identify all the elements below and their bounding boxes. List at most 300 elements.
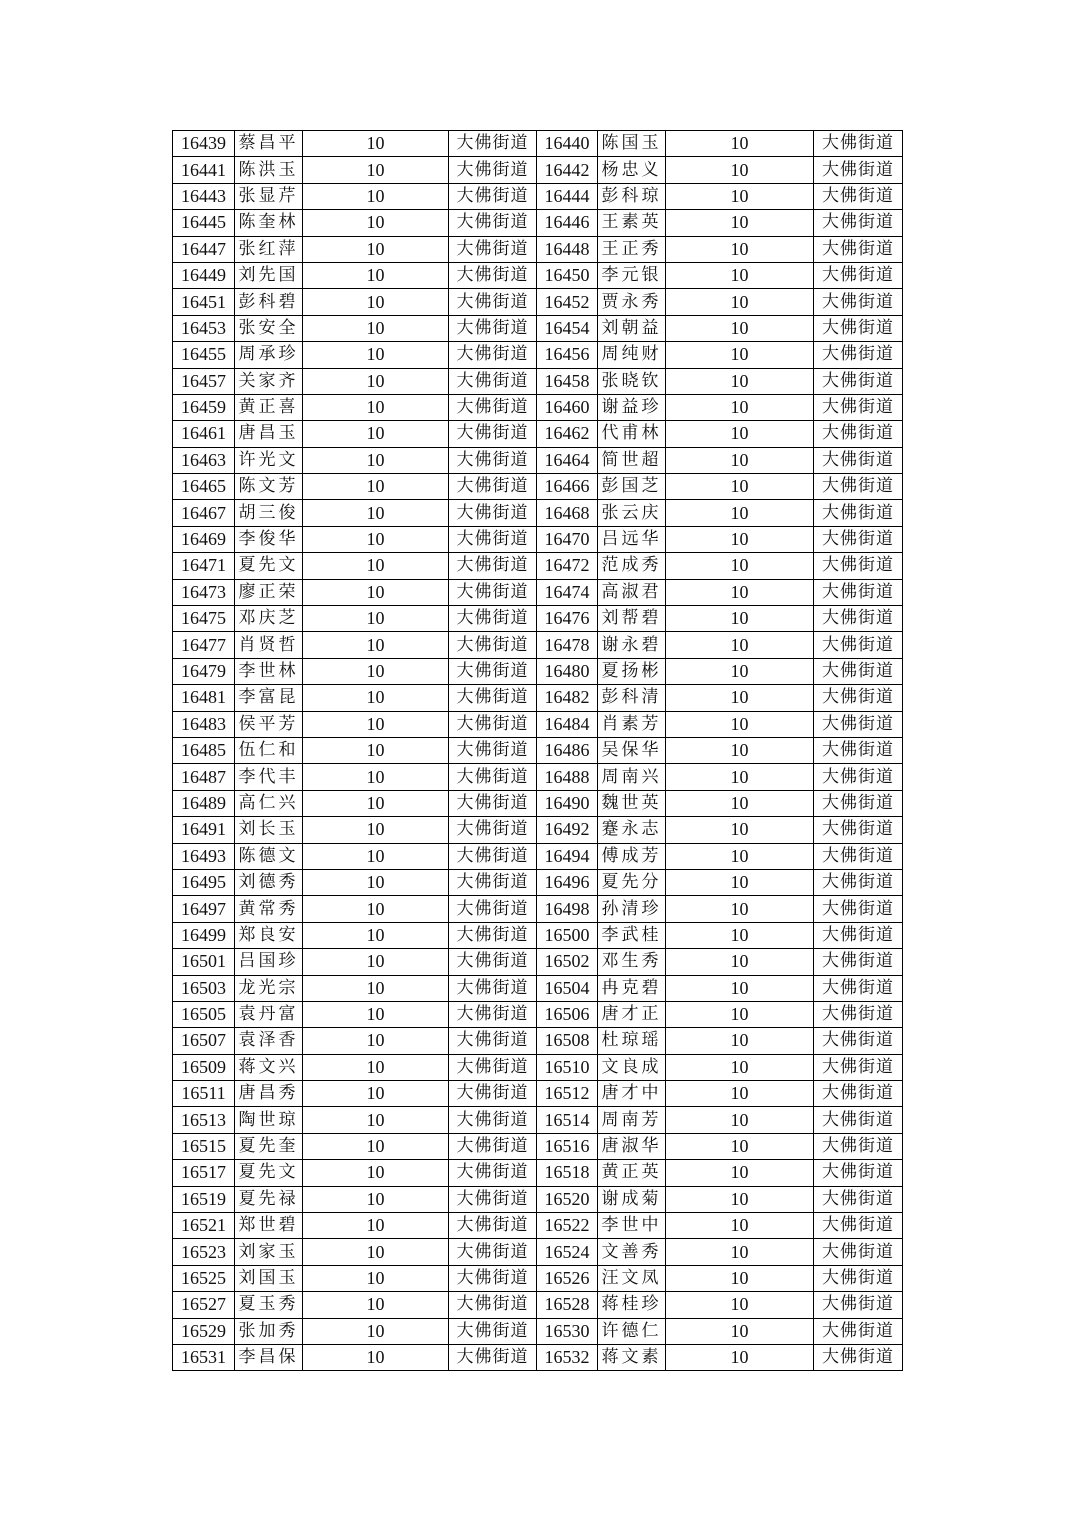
right-record-number-cell: 16476 <box>537 606 598 632</box>
left-amount-cell: 10 <box>303 790 449 816</box>
table-row <box>173 394 903 420</box>
right-person-name-cell: 彭科琼 <box>598 183 666 209</box>
right-record-number-cell: 16452 <box>537 289 598 315</box>
right-amount-cell: 10 <box>666 1213 814 1239</box>
left-person-name-cell: 黄常秀 <box>235 896 303 922</box>
right-person-name-cell: 高淑君 <box>598 579 666 605</box>
left-record-number-cell: 16517 <box>173 1160 235 1186</box>
left-person-name-cell: 许光文 <box>235 447 303 473</box>
right-street-name-cell: 大佛街道 <box>814 1292 903 1318</box>
right-amount-cell: 10 <box>666 1265 814 1291</box>
right-street-name-cell: 大佛街道 <box>814 922 903 948</box>
right-street-name-cell: 大佛街道 <box>814 1265 903 1291</box>
table-row <box>173 817 903 843</box>
left-record-number-cell: 16519 <box>173 1186 235 1212</box>
right-person-name-cell: 王正秀 <box>598 236 666 262</box>
right-amount-cell: 10 <box>666 421 814 447</box>
right-record-number-cell: 16500 <box>537 922 598 948</box>
right-amount-cell: 10 <box>666 368 814 394</box>
right-record-number-cell: 16502 <box>537 949 598 975</box>
left-amount-cell: 10 <box>303 315 449 341</box>
left-amount-cell: 10 <box>303 1107 449 1133</box>
right-amount-cell: 10 <box>666 975 814 1001</box>
table-row <box>173 869 903 895</box>
right-person-name-cell: 周南芳 <box>598 1107 666 1133</box>
right-person-name-cell: 谢永碧 <box>598 632 666 658</box>
table-row <box>173 922 903 948</box>
left-street-name-cell: 大佛街道 <box>449 1239 537 1265</box>
left-record-number-cell: 16459 <box>173 394 235 420</box>
left-record-number-cell: 16471 <box>173 553 235 579</box>
left-person-name-cell: 夏先禄 <box>235 1186 303 1212</box>
right-person-name-cell: 周纯财 <box>598 342 666 368</box>
left-street-name-cell: 大佛街道 <box>449 342 537 368</box>
table-row <box>173 315 903 341</box>
table-row <box>173 711 903 737</box>
left-street-name-cell: 大佛街道 <box>449 1318 537 1344</box>
left-amount-cell: 10 <box>303 896 449 922</box>
right-street-name-cell: 大佛街道 <box>814 764 903 790</box>
left-record-number-cell: 16505 <box>173 1001 235 1027</box>
right-person-name-cell: 简世超 <box>598 447 666 473</box>
left-record-number-cell: 16507 <box>173 1028 235 1054</box>
table-row <box>173 1028 903 1054</box>
left-record-number-cell: 16467 <box>173 500 235 526</box>
table-row <box>173 764 903 790</box>
left-person-name-cell: 伍仁和 <box>235 737 303 763</box>
left-amount-cell: 10 <box>303 553 449 579</box>
left-record-number-cell: 16489 <box>173 790 235 816</box>
table-row <box>173 553 903 579</box>
right-amount-cell: 10 <box>666 315 814 341</box>
left-amount-cell: 10 <box>303 421 449 447</box>
right-amount-cell: 10 <box>666 1344 814 1370</box>
left-street-name-cell: 大佛街道 <box>449 210 537 236</box>
right-person-name-cell: 范成秀 <box>598 553 666 579</box>
right-person-name-cell: 陈国玉 <box>598 131 666 157</box>
left-amount-cell: 10 <box>303 1344 449 1370</box>
left-amount-cell: 10 <box>303 1213 449 1239</box>
left-person-name-cell: 高仁兴 <box>235 790 303 816</box>
left-person-name-cell: 陶世琼 <box>235 1107 303 1133</box>
left-record-number-cell: 16445 <box>173 210 235 236</box>
right-person-name-cell: 李元银 <box>598 262 666 288</box>
left-amount-cell: 10 <box>303 447 449 473</box>
left-street-name-cell: 大佛街道 <box>449 711 537 737</box>
left-street-name-cell: 大佛街道 <box>449 262 537 288</box>
left-street-name-cell: 大佛街道 <box>449 1213 537 1239</box>
left-record-number-cell: 16481 <box>173 685 235 711</box>
table-row <box>173 975 903 1001</box>
right-record-number-cell: 16450 <box>537 262 598 288</box>
table-row <box>173 1344 903 1370</box>
table-row <box>173 1265 903 1291</box>
left-street-name-cell: 大佛街道 <box>449 685 537 711</box>
table-row <box>173 843 903 869</box>
left-amount-cell: 10 <box>303 1028 449 1054</box>
right-record-number-cell: 16478 <box>537 632 598 658</box>
right-record-number-cell: 16518 <box>537 1160 598 1186</box>
right-amount-cell: 10 <box>666 500 814 526</box>
right-person-name-cell: 谢成菊 <box>598 1186 666 1212</box>
right-person-name-cell: 周南兴 <box>598 764 666 790</box>
right-person-name-cell: 冉克碧 <box>598 975 666 1001</box>
left-person-name-cell: 夏先文 <box>235 553 303 579</box>
right-record-number-cell: 16482 <box>537 685 598 711</box>
left-amount-cell: 10 <box>303 157 449 183</box>
right-street-name-cell: 大佛街道 <box>814 500 903 526</box>
left-record-number-cell: 16449 <box>173 262 235 288</box>
right-amount-cell: 10 <box>666 210 814 236</box>
right-person-name-cell: 唐才正 <box>598 1001 666 1027</box>
left-street-name-cell: 大佛街道 <box>449 474 537 500</box>
table-row <box>173 1239 903 1265</box>
right-record-number-cell: 16496 <box>537 869 598 895</box>
left-amount-cell: 10 <box>303 922 449 948</box>
right-amount-cell: 10 <box>666 236 814 262</box>
right-person-name-cell: 吕远华 <box>598 526 666 552</box>
table-row <box>173 183 903 209</box>
right-person-name-cell: 蹇永志 <box>598 817 666 843</box>
right-record-number-cell: 16454 <box>537 315 598 341</box>
right-street-name-cell: 大佛街道 <box>814 579 903 605</box>
left-street-name-cell: 大佛街道 <box>449 658 537 684</box>
right-amount-cell: 10 <box>666 764 814 790</box>
left-amount-cell: 10 <box>303 289 449 315</box>
right-amount-cell: 10 <box>666 632 814 658</box>
table-row <box>173 1213 903 1239</box>
right-street-name-cell: 大佛街道 <box>814 711 903 737</box>
left-person-name-cell: 陈德文 <box>235 843 303 869</box>
right-record-number-cell: 16528 <box>537 1292 598 1318</box>
left-record-number-cell: 16531 <box>173 1344 235 1370</box>
right-amount-cell: 10 <box>666 183 814 209</box>
left-street-name-cell: 大佛街道 <box>449 1292 537 1318</box>
left-street-name-cell: 大佛街道 <box>449 236 537 262</box>
left-record-number-cell: 16509 <box>173 1054 235 1080</box>
right-street-name-cell: 大佛街道 <box>814 210 903 236</box>
right-amount-cell: 10 <box>666 685 814 711</box>
right-record-number-cell: 16460 <box>537 394 598 420</box>
right-amount-cell: 10 <box>666 157 814 183</box>
left-amount-cell: 10 <box>303 236 449 262</box>
left-amount-cell: 10 <box>303 1292 449 1318</box>
left-amount-cell: 10 <box>303 500 449 526</box>
right-amount-cell: 10 <box>666 1081 814 1107</box>
right-person-name-cell: 邓生秀 <box>598 949 666 975</box>
right-record-number-cell: 16490 <box>537 790 598 816</box>
right-amount-cell: 10 <box>666 1028 814 1054</box>
right-amount-cell: 10 <box>666 843 814 869</box>
left-person-name-cell: 蔡昌平 <box>235 131 303 157</box>
left-person-name-cell: 侯平芳 <box>235 711 303 737</box>
left-record-number-cell: 16525 <box>173 1265 235 1291</box>
left-amount-cell: 10 <box>303 606 449 632</box>
left-person-name-cell: 唐昌玉 <box>235 421 303 447</box>
right-street-name-cell: 大佛街道 <box>814 1081 903 1107</box>
right-amount-cell: 10 <box>666 896 814 922</box>
right-street-name-cell: 大佛街道 <box>814 342 903 368</box>
left-person-name-cell: 张显芹 <box>235 183 303 209</box>
right-amount-cell: 10 <box>666 447 814 473</box>
right-person-name-cell: 唐才中 <box>598 1081 666 1107</box>
right-street-name-cell: 大佛街道 <box>814 553 903 579</box>
left-street-name-cell: 大佛街道 <box>449 1107 537 1133</box>
left-person-name-cell: 夏先文 <box>235 1160 303 1186</box>
right-street-name-cell: 大佛街道 <box>814 1160 903 1186</box>
right-amount-cell: 10 <box>666 1239 814 1265</box>
right-street-name-cell: 大佛街道 <box>814 289 903 315</box>
left-street-name-cell: 大佛街道 <box>449 1133 537 1159</box>
left-person-name-cell: 胡三俊 <box>235 500 303 526</box>
left-record-number-cell: 16511 <box>173 1081 235 1107</box>
left-street-name-cell: 大佛街道 <box>449 1344 537 1370</box>
table-row <box>173 131 903 157</box>
right-record-number-cell: 16504 <box>537 975 598 1001</box>
table-row <box>173 658 903 684</box>
right-record-number-cell: 16446 <box>537 210 598 236</box>
right-amount-cell: 10 <box>666 922 814 948</box>
right-record-number-cell: 16488 <box>537 764 598 790</box>
right-person-name-cell: 李武桂 <box>598 922 666 948</box>
left-person-name-cell: 彭科碧 <box>235 289 303 315</box>
left-person-name-cell: 夏玉秀 <box>235 1292 303 1318</box>
right-street-name-cell: 大佛街道 <box>814 1239 903 1265</box>
left-record-number-cell: 16473 <box>173 579 235 605</box>
left-amount-cell: 10 <box>303 658 449 684</box>
left-street-name-cell: 大佛街道 <box>449 737 537 763</box>
left-person-name-cell: 廖正荣 <box>235 579 303 605</box>
right-person-name-cell: 黄正英 <box>598 1160 666 1186</box>
right-record-number-cell: 16516 <box>537 1133 598 1159</box>
left-record-number-cell: 16493 <box>173 843 235 869</box>
left-person-name-cell: 张加秀 <box>235 1318 303 1344</box>
left-amount-cell: 10 <box>303 474 449 500</box>
left-street-name-cell: 大佛街道 <box>449 1160 537 1186</box>
left-amount-cell: 10 <box>303 869 449 895</box>
left-record-number-cell: 16497 <box>173 896 235 922</box>
table-row <box>173 949 903 975</box>
right-record-number-cell: 16532 <box>537 1344 598 1370</box>
right-person-name-cell: 文善秀 <box>598 1239 666 1265</box>
left-street-name-cell: 大佛街道 <box>449 843 537 869</box>
right-street-name-cell: 大佛街道 <box>814 183 903 209</box>
left-person-name-cell: 陈奎林 <box>235 210 303 236</box>
right-amount-cell: 10 <box>666 553 814 579</box>
left-record-number-cell: 16475 <box>173 606 235 632</box>
right-street-name-cell: 大佛街道 <box>814 262 903 288</box>
table-row <box>173 421 903 447</box>
left-person-name-cell: 张安全 <box>235 315 303 341</box>
left-street-name-cell: 大佛街道 <box>449 949 537 975</box>
left-person-name-cell: 李俊华 <box>235 526 303 552</box>
right-street-name-cell: 大佛街道 <box>814 869 903 895</box>
table-row <box>173 685 903 711</box>
left-person-name-cell: 唐昌秀 <box>235 1081 303 1107</box>
right-street-name-cell: 大佛街道 <box>814 790 903 816</box>
left-person-name-cell: 陈文芳 <box>235 474 303 500</box>
right-record-number-cell: 16464 <box>537 447 598 473</box>
left-record-number-cell: 16465 <box>173 474 235 500</box>
right-record-number-cell: 16508 <box>537 1028 598 1054</box>
right-record-number-cell: 16498 <box>537 896 598 922</box>
left-amount-cell: 10 <box>303 1054 449 1080</box>
left-record-number-cell: 16457 <box>173 368 235 394</box>
left-amount-cell: 10 <box>303 1239 449 1265</box>
table-row <box>173 289 903 315</box>
left-person-name-cell: 李昌保 <box>235 1344 303 1370</box>
left-record-number-cell: 16485 <box>173 737 235 763</box>
left-amount-cell: 10 <box>303 210 449 236</box>
right-street-name-cell: 大佛街道 <box>814 421 903 447</box>
left-record-number-cell: 16515 <box>173 1133 235 1159</box>
right-person-name-cell: 代甫林 <box>598 421 666 447</box>
left-street-name-cell: 大佛街道 <box>449 1028 537 1054</box>
table-row <box>173 606 903 632</box>
left-street-name-cell: 大佛街道 <box>449 606 537 632</box>
left-record-number-cell: 16461 <box>173 421 235 447</box>
right-amount-cell: 10 <box>666 1133 814 1159</box>
left-record-number-cell: 16441 <box>173 157 235 183</box>
right-record-number-cell: 16510 <box>537 1054 598 1080</box>
left-amount-cell: 10 <box>303 579 449 605</box>
right-street-name-cell: 大佛街道 <box>814 1001 903 1027</box>
right-street-name-cell: 大佛街道 <box>814 526 903 552</box>
right-person-name-cell: 文良成 <box>598 1054 666 1080</box>
left-street-name-cell: 大佛街道 <box>449 579 537 605</box>
right-person-name-cell: 孙清珍 <box>598 896 666 922</box>
left-person-name-cell: 黄正喜 <box>235 394 303 420</box>
right-amount-cell: 10 <box>666 658 814 684</box>
left-record-number-cell: 16483 <box>173 711 235 737</box>
left-record-number-cell: 16455 <box>173 342 235 368</box>
table-row <box>173 1318 903 1344</box>
right-record-number-cell: 16520 <box>537 1186 598 1212</box>
right-street-name-cell: 大佛街道 <box>814 1107 903 1133</box>
table-row <box>173 342 903 368</box>
left-street-name-cell: 大佛街道 <box>449 289 537 315</box>
right-street-name-cell: 大佛街道 <box>814 157 903 183</box>
left-person-name-cell: 张红萍 <box>235 236 303 262</box>
left-amount-cell: 10 <box>303 737 449 763</box>
table-row <box>173 790 903 816</box>
left-person-name-cell: 肖贤哲 <box>235 632 303 658</box>
table-row <box>173 1133 903 1159</box>
right-record-number-cell: 16506 <box>537 1001 598 1027</box>
right-person-name-cell: 夏先分 <box>598 869 666 895</box>
right-record-number-cell: 16474 <box>537 579 598 605</box>
right-street-name-cell: 大佛街道 <box>814 236 903 262</box>
left-street-name-cell: 大佛街道 <box>449 1001 537 1027</box>
left-record-number-cell: 16499 <box>173 922 235 948</box>
left-street-name-cell: 大佛街道 <box>449 553 537 579</box>
right-person-name-cell: 傅成芳 <box>598 843 666 869</box>
left-street-name-cell: 大佛街道 <box>449 421 537 447</box>
left-person-name-cell: 蒋文兴 <box>235 1054 303 1080</box>
left-person-name-cell: 吕国珍 <box>235 949 303 975</box>
right-person-name-cell: 肖素芳 <box>598 711 666 737</box>
left-street-name-cell: 大佛街道 <box>449 368 537 394</box>
right-street-name-cell: 大佛街道 <box>814 131 903 157</box>
table-row <box>173 737 903 763</box>
right-street-name-cell: 大佛街道 <box>814 1213 903 1239</box>
right-record-number-cell: 16512 <box>537 1081 598 1107</box>
right-street-name-cell: 大佛街道 <box>814 658 903 684</box>
right-street-name-cell: 大佛街道 <box>814 737 903 763</box>
left-street-name-cell: 大佛街道 <box>449 975 537 1001</box>
table-row <box>173 474 903 500</box>
left-record-number-cell: 16439 <box>173 131 235 157</box>
left-street-name-cell: 大佛街道 <box>449 157 537 183</box>
table-row <box>173 1081 903 1107</box>
table-row <box>173 262 903 288</box>
left-amount-cell: 10 <box>303 394 449 420</box>
left-person-name-cell: 袁丹富 <box>235 1001 303 1027</box>
left-amount-cell: 10 <box>303 711 449 737</box>
right-record-number-cell: 16524 <box>537 1239 598 1265</box>
left-amount-cell: 10 <box>303 764 449 790</box>
right-street-name-cell: 大佛街道 <box>814 632 903 658</box>
right-amount-cell: 10 <box>666 1001 814 1027</box>
left-street-name-cell: 大佛街道 <box>449 183 537 209</box>
left-record-number-cell: 16447 <box>173 236 235 262</box>
left-person-name-cell: 邓庆芝 <box>235 606 303 632</box>
right-amount-cell: 10 <box>666 869 814 895</box>
left-street-name-cell: 大佛街道 <box>449 1081 537 1107</box>
right-amount-cell: 10 <box>666 1054 814 1080</box>
left-record-number-cell: 16503 <box>173 975 235 1001</box>
left-record-number-cell: 16487 <box>173 764 235 790</box>
left-amount-cell: 10 <box>303 1160 449 1186</box>
right-amount-cell: 10 <box>666 790 814 816</box>
left-record-number-cell: 16451 <box>173 289 235 315</box>
left-amount-cell: 10 <box>303 342 449 368</box>
left-record-number-cell: 16523 <box>173 1239 235 1265</box>
right-person-name-cell: 王素英 <box>598 210 666 236</box>
left-record-number-cell: 16491 <box>173 817 235 843</box>
right-person-name-cell: 张晓钦 <box>598 368 666 394</box>
right-record-number-cell: 16468 <box>537 500 598 526</box>
right-street-name-cell: 大佛街道 <box>814 368 903 394</box>
right-amount-cell: 10 <box>666 606 814 632</box>
right-amount-cell: 10 <box>666 262 814 288</box>
left-street-name-cell: 大佛街道 <box>449 790 537 816</box>
right-amount-cell: 10 <box>666 394 814 420</box>
left-amount-cell: 10 <box>303 1265 449 1291</box>
table-row <box>173 1160 903 1186</box>
left-amount-cell: 10 <box>303 1318 449 1344</box>
table-row <box>173 1107 903 1133</box>
left-amount-cell: 10 <box>303 368 449 394</box>
right-record-number-cell: 16492 <box>537 817 598 843</box>
left-person-name-cell: 关家齐 <box>235 368 303 394</box>
right-street-name-cell: 大佛街道 <box>814 1318 903 1344</box>
right-person-name-cell: 贾永秀 <box>598 289 666 315</box>
left-person-name-cell: 刘先国 <box>235 262 303 288</box>
left-street-name-cell: 大佛街道 <box>449 447 537 473</box>
right-person-name-cell: 彭科清 <box>598 685 666 711</box>
right-amount-cell: 10 <box>666 131 814 157</box>
left-amount-cell: 10 <box>303 949 449 975</box>
left-street-name-cell: 大佛街道 <box>449 896 537 922</box>
left-person-name-cell: 郑世碧 <box>235 1213 303 1239</box>
left-amount-cell: 10 <box>303 843 449 869</box>
right-street-name-cell: 大佛街道 <box>814 1344 903 1370</box>
left-amount-cell: 10 <box>303 632 449 658</box>
right-street-name-cell: 大佛街道 <box>814 606 903 632</box>
table-row <box>173 157 903 183</box>
left-record-number-cell: 16521 <box>173 1213 235 1239</box>
